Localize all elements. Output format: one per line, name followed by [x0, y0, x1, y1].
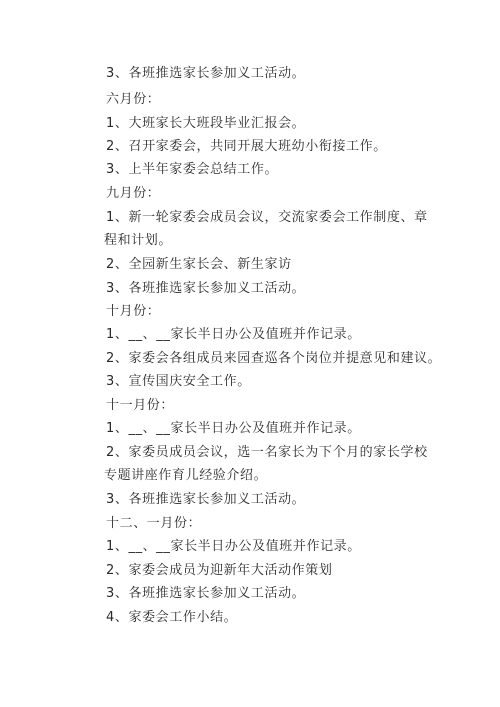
- text-line: 1、大班家长大班段毕业汇报会。: [106, 116, 306, 131]
- text-line: 3、上半年家委会总结工作。: [106, 162, 279, 177]
- text-line-continued: 专题讲座作育儿经验介绍。: [104, 468, 268, 483]
- text-line: 2、召开家委会，共同开展大班幼小衔接工作。: [106, 139, 387, 154]
- text-line: 2、家委会成员为迎新年大活动作策划: [106, 563, 333, 578]
- section-heading-december-january: 十二、一月份：: [106, 516, 202, 531]
- text-line: 3、各班推选家长参加义工活动。: [106, 586, 306, 601]
- text-line: 3、各班推选家长参加义工活动。: [106, 281, 306, 296]
- text-line: 3、宣传国庆安全工作。: [106, 374, 251, 389]
- text-line: 2、全园新生家长会、新生家访: [106, 257, 292, 272]
- text-line: 2、家委员成员会议，选一名家长为下个月的家长学校: [106, 445, 428, 460]
- text-line: 3、各班推选家长参加义工活动。: [106, 492, 306, 507]
- section-heading-september: 九月份：: [106, 186, 161, 201]
- section-heading-october: 十月份：: [106, 304, 161, 319]
- text-line: 1、__、__家长半日办公及值班并作记录。: [106, 539, 361, 554]
- text-line: 3、各班推选家长参加义工活动。: [106, 66, 306, 81]
- section-heading-november: 十一月份：: [106, 398, 175, 413]
- text-line: 1、__、__家长半日办公及值班并作记录。: [106, 327, 361, 342]
- text-line: 2、家委会各组成员来园查巡各个岗位并提意见和建议。: [106, 351, 442, 366]
- text-line-continued: 程和计划。: [104, 233, 173, 248]
- section-heading-june: 六月份：: [106, 92, 161, 107]
- text-line: 1、__、__家长半日办公及值班并作记录。: [106, 421, 361, 436]
- text-line: 1、新一轮家委会成员会议，交流家委会工作制度、章: [106, 210, 428, 225]
- text-line: 4、家委会工作小结。: [106, 610, 238, 625]
